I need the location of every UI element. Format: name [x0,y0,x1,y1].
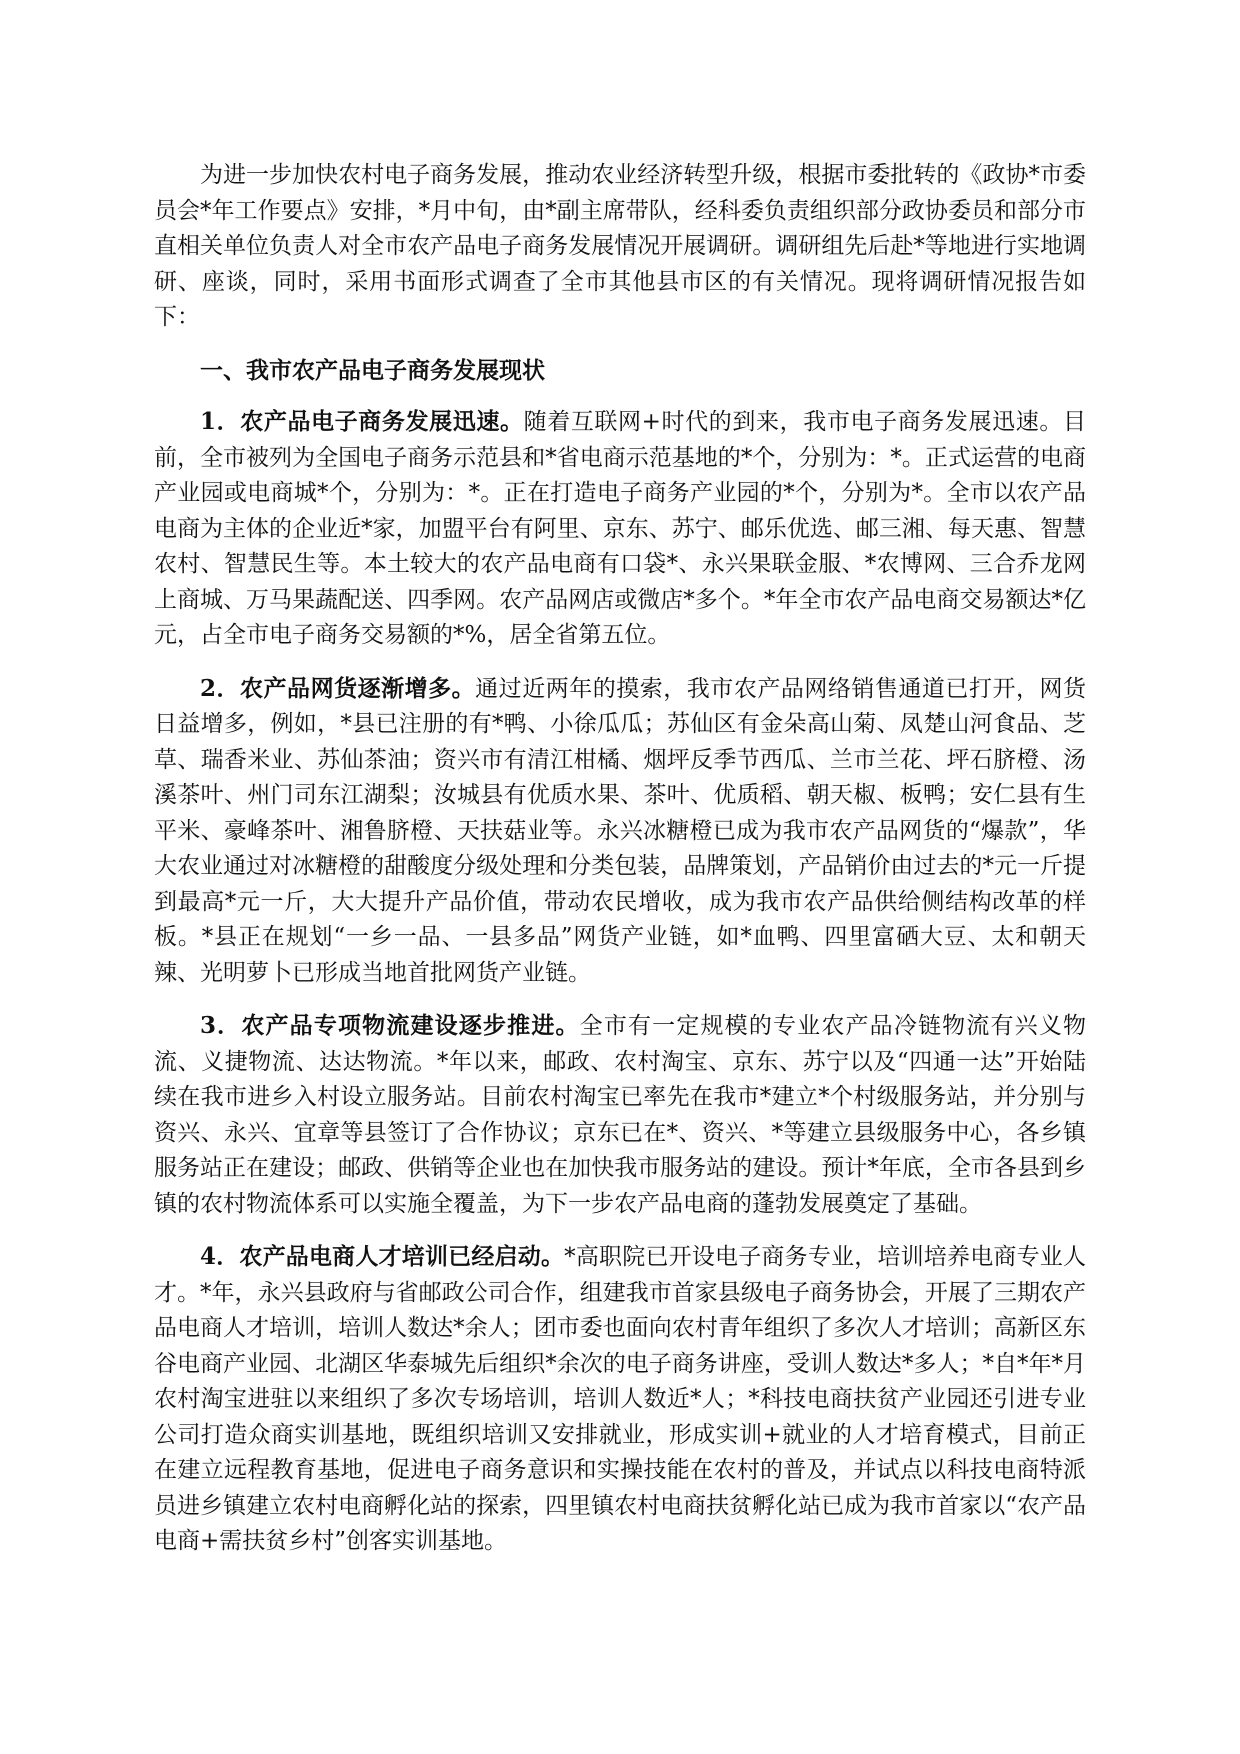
item-body-2: 通过近两年的摸索，我市农产品网络销售通道已打开，网货日益增多，例如，*县已注册的有*鸭、小徐瓜瓜；苏仙区有金朵高山菊、凤楚山河食品、芝草、瑞香米业、苏仙茶油；资兴市有清江柑橘、烟坪反季节西瓜、兰市兰花、坪石脐橙、汤溪茶叶、州门司东江湖梨；汝城县有优质水果、茶叶、优质稻、朝天椒、板鸭；安仁县有生平米、豪峰茶叶、湘鲁脐橙、天扶菇业等。永兴冰糖橙已成为我市农产品网货的“爆款”，华大农业通过对冰糖橙的甜酸度分级处理和分类包装，品牌策划，产品销价由过去的*元一斤提到最高*元一斤，大大提升产品价值，带动农民增收，成为我市农产品供给侧结构改革的样板。*县正在规划“一乡一品、一县多品”网货产业链，如*血鸭、四里富硒大豆、太和朝天辣、光明萝卜已形成当地首批网货产业链。 [154,675,1086,986]
item-body-4: *高职院已开设电子商务专业，培训培养电商专业人才。*年，永兴县政府与省邮政公司合作，组建我市首家县级电子商务协会，开展了三期农产品电商人才培训，培训人数达*余人；团市委也面向农村青年组织了多次人才培训；高新区东谷电商产业园、北湖区华泰城先后组织*余次的电子商务讲座，受训人数达*多人；*自*年*月农村淘宝进驻以来组织了多次专场培训，培训人数近*人；*科技电商扶贫产业园还引进专业公司打造众商实训基地，既组织培训又安排就业，形成实训+就业的人才培育模式，目前正在建立远程教育基地，促进电子商务意识和实操技能在农村的普及，并试点以科技电商特派员进乡镇建立农村电商孵化站的探索，四里镇农村电商扶贫孵化站已成为我市首家以“农产品电商+需扶贫乡村”创客实训基地。 [154,1244,1086,1554]
item-lead-1: 1．农产品电子商务发展迅速。 [200,408,524,435]
item-body-1: 随着互联网+时代的到来，我市电子商务发展迅速。目前，全市被列为全国电子商务示范县和*省电商示范基地的*个，分别为：*。正式运营的电商产业园或电商城*个，分别为：*。正在打造电子商务产业园的*个，分别为*。全市以农产品电商为主体的企业近*家，加盟平台有阿里、京东、苏宁、邮乐优选、邮三湘、每天惠、智慧农村、智慧民生等。本土较大的农产品电商有口袋*、永兴果联金服、*农博网、三合乔龙网上商城、万马果蔬配送、四季网。农产品网店或微店*多个。*年全市农产品电商交易额达*亿元，占全市电子商务交易额的*%，居全省第五位。 [154,409,1086,648]
item-body-3: 全市有一定规模的专业农产品冷链物流有兴义物流、义捷物流、达达物流。*年以来，邮政、农村淘宝、京东、苏宁以及“四通一达”开始陆续在我市进乡入村设立服务站。目前农村淘宝已率先在我市*建立*个村级服务站，并分别与资兴、永兴、宜章等县签订了合作协议；京东已在*、资兴、*等建立县级服务中心，各乡镇服务站正在建设；邮政、供销等企业也在加快我市服务站的建设。预计*年底，全市各县到乡镇的农村物流体系可以实施全覆盖，为下一步农产品电商的蓬勃发展奠定了基础。 [154,1013,1086,1217]
section-heading: 一、我市农产品电子商务发展现状 [200,356,545,384]
item-paragraph-4 [154,1239,1086,1560]
item-paragraph-3 [154,1008,1086,1222]
item-lead-3: 3．农产品专项物流建设逐步推进。 [200,1012,580,1039]
document-body [154,158,1086,1577]
item-lead-2: 2．农产品网货逐渐增多。 [200,674,476,702]
intro-paragraph: 为进一步加快农村电子商务发展，推动农业经济转型升级，根据市委批转的《政协*市委员会*年工作要点》安排，*月中旬，由*副主席带队，经科委负责组织部分政协委员和部分市直相关单位负责人对全市农产品电子商务发展情况开展调研。调研组先后赴*等地进行实地调研、座谈，同时，采用书面形式调查了全市其他县市区的有关情况。现将调研情况报告如下： [154,162,1086,330]
item-paragraph-2 [154,671,1086,992]
item-lead-4: 4．农产品电商人才培训已经启动。 [200,1243,565,1270]
item-paragraph-1 [154,404,1086,654]
